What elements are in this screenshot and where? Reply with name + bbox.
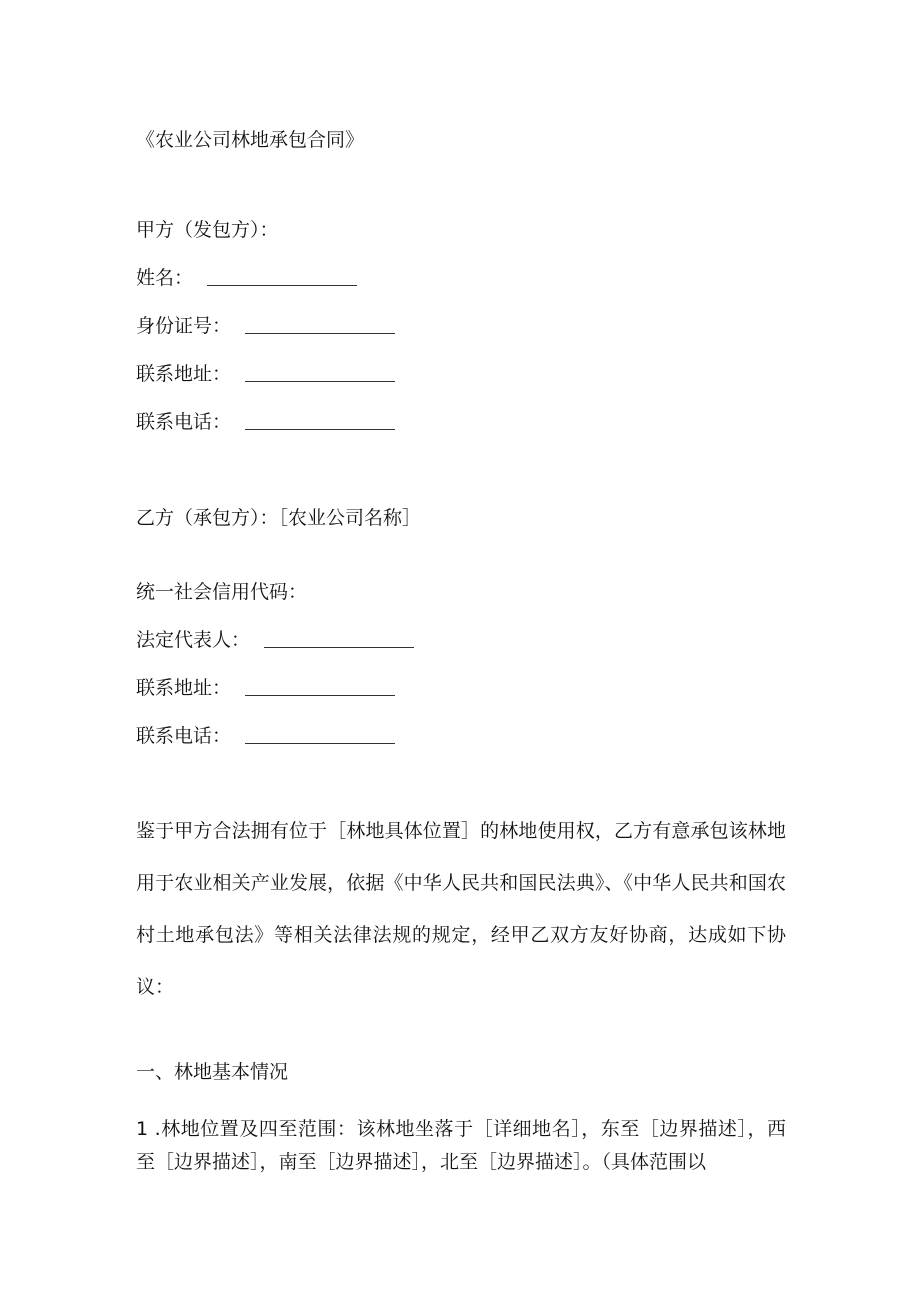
- party-a-address-blank: [245, 380, 395, 382]
- party-a-id-row: [136, 314, 395, 338]
- party-b-credit-code-label: 统一社会信用代码：: [136, 581, 308, 603]
- party-b-legal-rep-row: [136, 628, 414, 652]
- party-b-phone-blank: [245, 742, 395, 744]
- party-b-address-blank: [245, 694, 395, 696]
- party-a-phone-label: 联系电话：: [136, 411, 232, 433]
- party-b-address-row: [136, 676, 395, 700]
- party-a-address-label: 联系地址：: [136, 363, 232, 385]
- party-a-phone-row: [136, 410, 395, 434]
- party-a-name-row: [136, 266, 357, 290]
- party-a-name-label: 姓名：: [136, 267, 194, 289]
- preamble-paragraph: 鉴于甲方合法拥有位于［林地具体位置］的林地使用权，乙方有意承包该林地用于农业相关产业发展，依据《中华人民共和国民法典》、《中华人民共和国农村土地承包法》等相关法律法规的规定，经甲乙双方友好协商，达成如下协议：: [136, 820, 786, 998]
- party-b-phone-label: 联系电话：: [136, 725, 232, 747]
- section-1-heading: 一、林地基本情况: [136, 1061, 289, 1083]
- document-title: 《农业公司林地承包合同》: [136, 129, 365, 151]
- party-a-name-blank: [207, 284, 357, 286]
- party-b-address-label: 联系地址：: [136, 677, 232, 699]
- party-a-phone-blank: [245, 428, 395, 430]
- party-a-heading: 甲方（发包方）：: [136, 219, 279, 241]
- party-b-legal-rep-blank: [264, 646, 414, 648]
- section-1-item-1: 1 .林地位置及四至范围：该林地坐落于［详细地名］，东至［边界描述］，西至［边界描述］，南至［边界描述］，北至［边界描述］。（具体范围以: [136, 1118, 786, 1173]
- party-a-id-blank: [245, 332, 395, 334]
- party-b-heading: 乙方（承包方）：［农业公司名称］: [136, 507, 422, 529]
- party-a-address-row: [136, 362, 395, 386]
- party-b-legal-rep-label: 法定代表人：: [136, 629, 251, 651]
- party-a-id-label: 身份证号：: [136, 315, 232, 337]
- party-b-phone-row: [136, 724, 395, 748]
